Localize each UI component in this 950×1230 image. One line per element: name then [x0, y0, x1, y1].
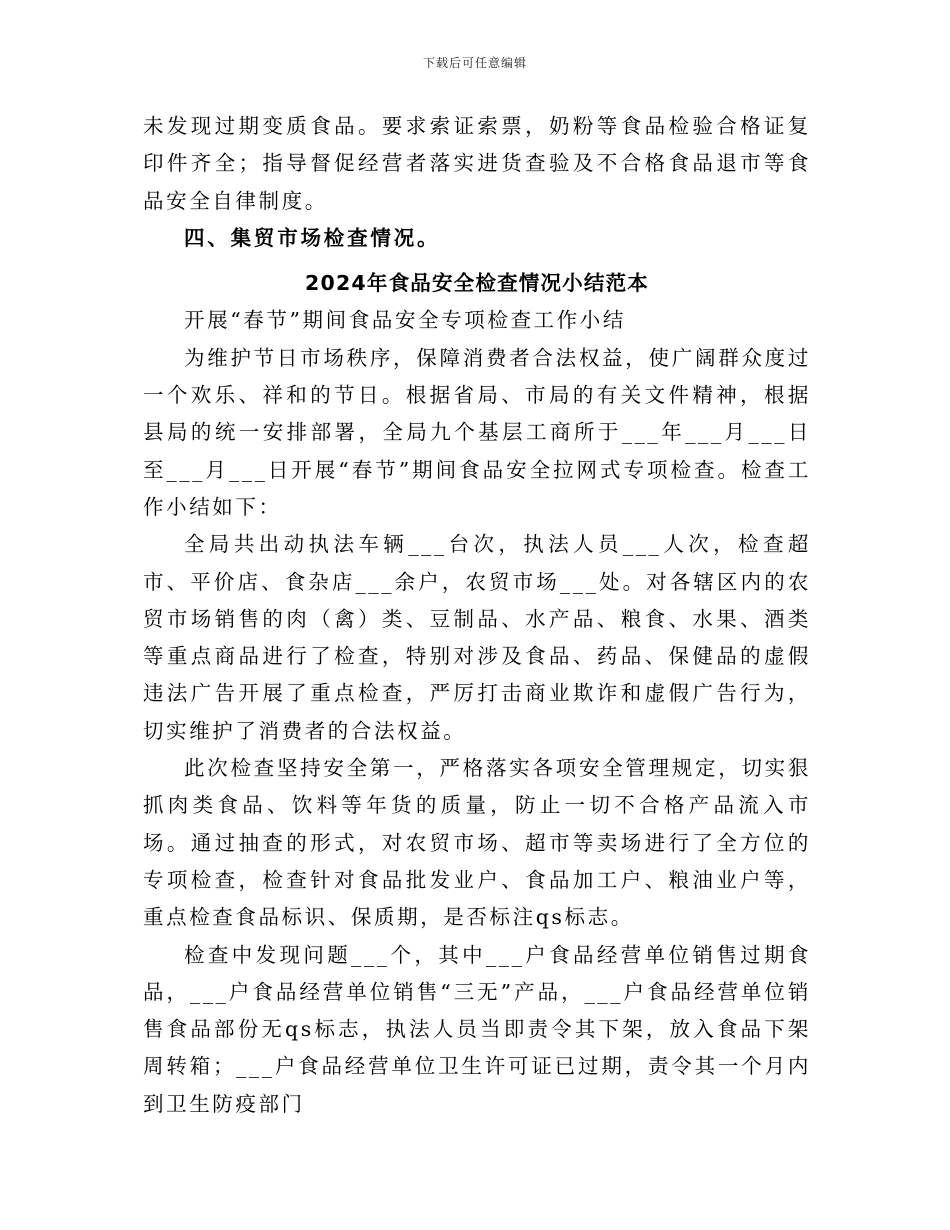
body-paragraph: 为维护节日市场秩序，保障消费者合法权益，使广阔群众度过一个欢乐、祥和的节日。根据省局、市局的有关文件精神，根据县局的统一安排部署，全局九个基层工商所于___年___月___日至___月___日开展“春节”期间食品安全拉网式专项检查。检查工作小结如下：: [143, 345, 811, 519]
continued-paragraph: 未发现过期变质食品。要求索证索票，奶粉等食品检验合格证复印件齐全；指导督促经营者落实进货查验及不合格食品退市等食品安全自律制度。: [143, 114, 811, 213]
section-heading: 四、集贸市场检查情况。: [184, 225, 441, 250]
body-paragraph: 全局共出动执法车辆___台次，执法人员___人次，检查超市、平价店、食杂店___余户，农贸市场___处。对各辖区内的农贸市场销售的肉（禽）类、豆制品、水产品、粮食、水果、酒类等重点商品进行了检查，特别对涉及食品、药品、保健品的虚假违法广告开展了重点检查，严厉打击商业欺诈和虚假广告行为，切实维护了消费者的合法权益。: [143, 532, 811, 743]
document-subtitle: 开展“春节”期间食品安全专项检查工作小结: [184, 308, 626, 333]
body-paragraph: 检查中发现问题___个，其中___户食品经营单位销售过期食品，___户食品经营单位销售“三无”产品，___户食品经营单位销售食品部份无qs标志，执法人员当即责令其下架，放入食品下架周转箱；___户食品经营单位卫生许可证已过期，责令其一个月内到卫生防疫部门: [143, 942, 811, 1116]
body-paragraph: 此次检查坚持安全第一，严格落实各项安全管理规定，切实狠抓肉类食品、饮料等年货的质量，防止一切不合格产品流入市场。通过抽查的形式，对农贸市场、超市等卖场进行了全方位的专项检查，检查针对食品批发业户、食品加工户、粮油业户等，重点检查食品标识、保质期，是否标注qs标志。: [143, 756, 811, 930]
document-body: [143, 108, 811, 1123]
page-header: 下载后可任意编辑: [422, 56, 527, 70]
document-title: 2024年食品安全检查情况小结范本: [305, 271, 649, 296]
